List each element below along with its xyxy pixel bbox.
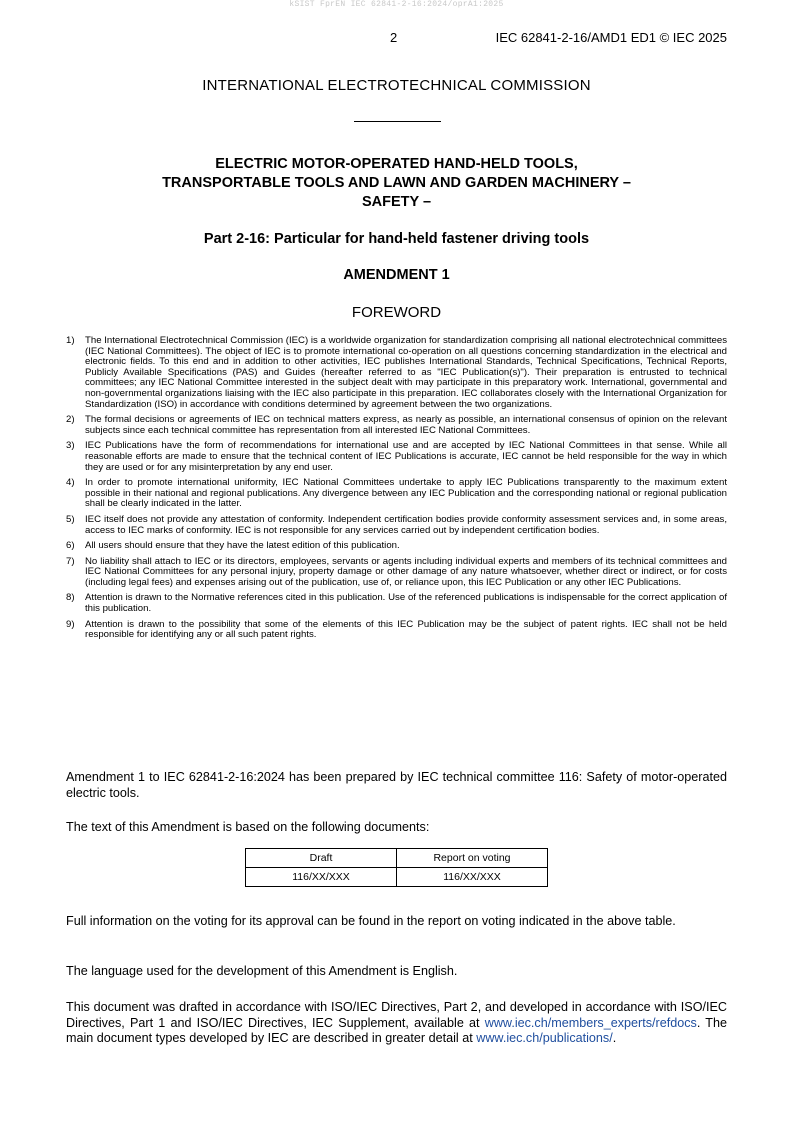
foreword-item (66, 620, 727, 641)
foreword-list (66, 336, 727, 646)
item-text: The International Electrotechnical Commission (IEC) is a worldwide organization for standardization comprising all national electrotechnical committees (IEC National Committees). The object of IEC is to promote international co-operation on all questions concerning standardization in the electrical and electronic fields. To this end and in addition to other activities, IEC publishes International Standards, Technical Specifications, Technical Reports, Publicly Available Specifications (PAS) and Guides (hereafter referred to as "IEC Publication(s)"). Their preparation is entrusted to technical committees; any IEC National Committee interested in the subject dealt with may participate in this preparatory work. International, governmental and non-governmental organizations liaising with the IEC also participate in this preparation. IEC collaborates closely with the International Organization for Standardization (ISO) in accordance with conditions determined by agreement between the two organizations. (85, 335, 727, 410)
table-header-cell: Draft (246, 849, 397, 868)
item-number: 8) (66, 592, 75, 604)
foreword-heading: FOREWORD (351, 304, 442, 321)
foreword-item (66, 557, 727, 589)
item-number: 3) (66, 440, 75, 452)
organization-name: INTERNATIONAL ELECTROTECHNICAL COMMISSION (202, 77, 591, 94)
item-number: 9) (66, 618, 75, 630)
item-text: Attention is drawn to the Normative references cited in this publication. Use of the referenced publications is indispensable for the correct application of this publication. (85, 592, 727, 615)
language-paragraph: The language used for the development of this Amendment is English. (66, 964, 458, 978)
item-number: 1) (66, 335, 75, 346)
item-number: 4) (66, 477, 75, 489)
item-text: In order to promote international uniformity, IEC National Committees undertake to apply IEC Publications transparently to the maximum extent possible in their national and regional publications. Any divergence between any IEC Publication and the corresponding national or regional publication shall be clearly indicated in the latter. (85, 477, 727, 510)
drafted-paragraph (66, 1000, 727, 1047)
title-line: SAFETY – (361, 194, 432, 210)
full-information-paragraph: Full information on the voting for its approval can be found in the report on voting indicated in the above table. (66, 914, 676, 928)
table-cell: 116/XX/XXX (246, 868, 397, 887)
page-number: 2 (390, 30, 398, 45)
item-number: 2) (66, 414, 75, 426)
document-id: IEC 62841-2-16/AMD1 ED1 © IEC 2025 (495, 30, 727, 45)
based-on-paragraph: The text of this Amendment is based on the following documents: (66, 820, 430, 834)
amendment-prepared-paragraph: Amendment 1 to IEC 62841-2-16:2024 has been prepared by IEC technical committee 116: Safety of motor-operated electric tools. (66, 770, 727, 800)
watermark: kSIST FprEN IEC 62841-2-16:2024/oprA1:2025 (289, 0, 504, 9)
foreword-item (66, 515, 727, 536)
document-title (0, 155, 793, 212)
refdocs-link[interactable]: www.iec.ch/members_experts/refdocs (484, 1015, 697, 1030)
table-cell: 116/XX/XXX (397, 868, 548, 887)
item-text: IEC itself does not provide any attestation of conformity. Independent certification bodies provide conformity assessment services and, in some areas, access to IEC marks of conformity. IEC is not responsible for any services carried out by independent certification bodies. (85, 513, 727, 536)
drafted-text: This document was drafted in accordance with ISO/IEC Directives, Part 2, and developed in accordance with ISO/IEC Directives, Part 1 and ISO/IEC Directives, IEC Supplement, available at (66, 1000, 727, 1030)
publications-link[interactable]: www.iec.ch/publications/ (476, 1031, 613, 1045)
item-number: 7) (66, 555, 75, 567)
foreword-item (66, 593, 727, 614)
foreword-item (66, 415, 727, 436)
item-number: 6) (66, 540, 75, 552)
item-number: 5) (66, 513, 75, 525)
amendment-title: AMENDMENT 1 (343, 267, 450, 283)
item-text: The formal decisions or agreements of IEC on technical matters express, as nearly as possible, an international consensus of opinion on the relevant subjects since each technical committee has representation from all interested IEC National Committees. (85, 414, 727, 436)
item-text: All users should ensure that they have the latest edition of this publication. (85, 540, 400, 552)
drafted-text: . (612, 1031, 617, 1045)
item-text: IEC Publications have the form of recommendations for international use and are accepted by IEC National Committees in that sense. While all reasonable efforts are made to ensure that the technical content of IEC Publications is accurate, IEC cannot be held responsible for the way in which they are used or for any misinterpretation by any end user. (85, 440, 727, 473)
foreword-item (66, 478, 727, 510)
item-text: No liability shall attach to IEC or its directors, employees, servants or agents including individual experts and members of its technical committees and IEC National Committees for any personal injury, property damage or other damage of any nature whatsoever, whether direct or indirect, or for costs (including legal fees) and expenses arising out of the publication, use of, or reliance upon, this IEC Publication or any other IEC Publications. (85, 555, 727, 588)
drafted-text: . The main document types developed by IEC are described in greater detail at (66, 1015, 727, 1045)
title-line: ELECTRIC MOTOR-OPERATED HAND-HELD TOOLS, (215, 156, 578, 172)
title-line: TRANSPORTABLE TOOLS AND LAWN AND GARDEN MACHINERY – (162, 175, 631, 191)
documents-table (245, 848, 548, 887)
part-title: Part 2-16: Particular for hand-held fastener driving tools (203, 231, 590, 247)
table-header-cell: Report on voting (397, 849, 548, 868)
divider (354, 121, 441, 122)
foreword-item (66, 541, 727, 552)
foreword-item (66, 441, 727, 473)
item-text: Attention is drawn to the possibility that some of the elements of this IEC Publication may be the subject of patent rights. IEC shall not be held responsible for identifying any or all such patent rights. (85, 618, 727, 641)
table-row (246, 868, 548, 887)
foreword-item (66, 336, 727, 410)
table-header-row (246, 849, 548, 868)
